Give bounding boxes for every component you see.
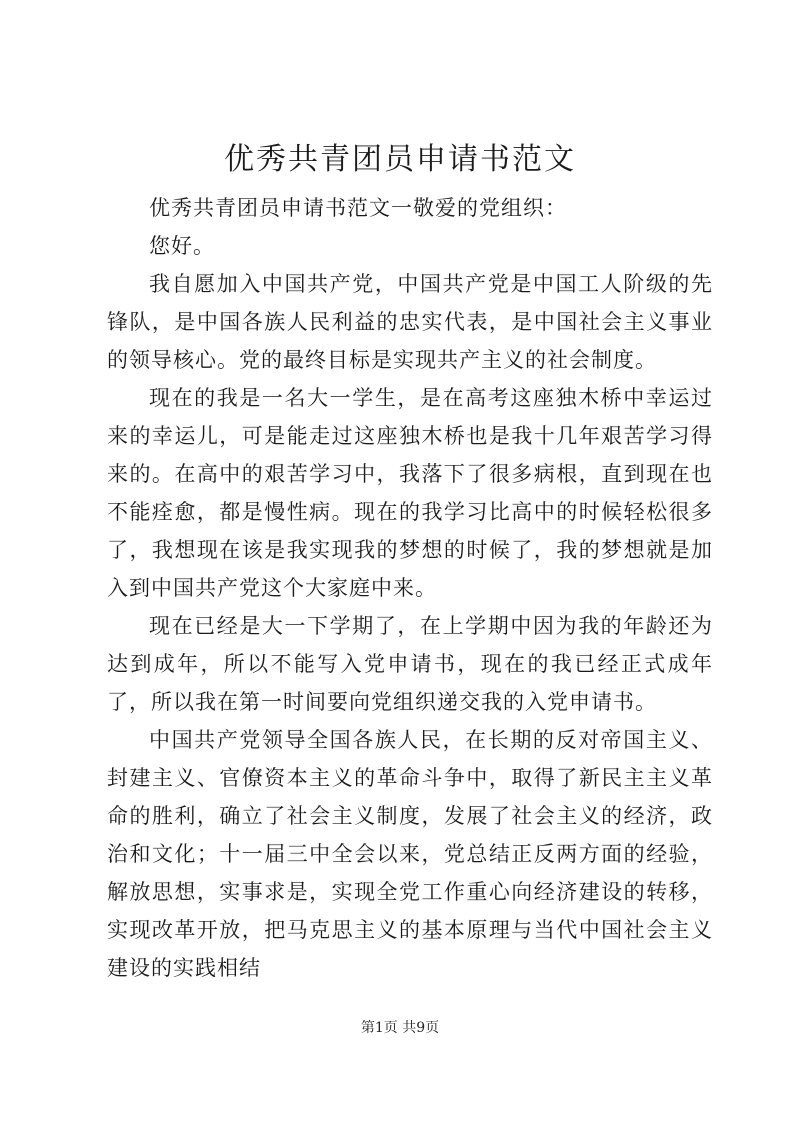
document-title: 优秀共青团员申请书范文 [224, 142, 576, 177]
body-paragraph: 中国共产党领导全国各族人民，在长期的反对帝国主义、封建主义、官僚资本主义的革命斗争中，取得了新民主主义革命的胜利，确立了社会主义制度，发展了社会主义的经济，政治和文化；十一届三中全会以来，党总结正反两方面的经验，解放思想，实事求是，实现全党工作重心向经济建设的转移，实现改革开放，把马克思主义的基本原理与当代中国社会主义建设的实践相结 [107, 728, 713, 980]
greeting-paragraph: 您好。 [149, 234, 215, 258]
body-paragraph: 现在已经是大一下学期了，在上学期中因为我的年龄还为达到成年，所以不能写入党申请书，现在的我已经正式成年了，所以我在第一时间要向党组织递交我的入党申请书。 [107, 614, 713, 714]
body-paragraph: 现在的我是一名大一学生，是在高考这座独木桥中幸运过来的幸运儿，可是能走过这座独木桥也是我十几年艰苦学习得来的。在高中的艰苦学习中，我落下了很多病根，直到现在也不能痊愈，都是慢性病。现在的我学习比高中的时候轻松很多了，我想现在该是我实现我的梦想的时候了，我的梦想就是加入到中国共产党这个大家庭中来。 [107, 386, 713, 600]
body-paragraph: 我自愿加入中国共产党，中国共产党是中国工人阶级的先锋队，是中国各族人民利益的忠实代表，是中国社会主义事业的领导核心。党的最终目标是实现共产主义的社会制度。 [107, 272, 713, 372]
salutation-paragraph: 优秀共青团员申请书范文一敬爱的党组织： [149, 196, 567, 220]
page-number-footer: 第1页 共9页 [360, 1020, 440, 1036]
document-body [107, 189, 713, 987]
